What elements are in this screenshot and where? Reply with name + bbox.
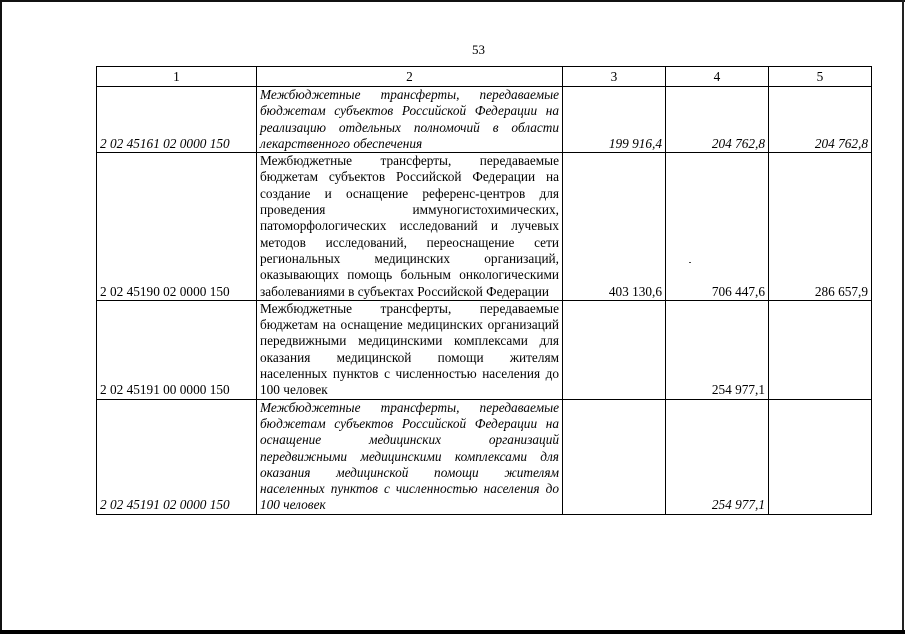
budget-code-cell: 2 02 45190 02 0000 150 [97,153,257,301]
scan-speck [689,262,691,263]
scan-edge-top [0,0,905,2]
budget-code-cell: 2 02 45191 02 0000 150 [97,399,257,514]
column-header-1: 1 [97,67,257,87]
amount-col4-cell: 254 977,1 [666,399,769,514]
table-row [97,300,872,399]
table-header-row [97,67,872,87]
amount-col3-cell [563,300,666,399]
budget-code-cell: 2 02 45161 02 0000 150 [97,87,257,153]
page-number: 53 [472,42,485,57]
amount-col4-cell: 204 762,8 [666,87,769,153]
scan-edge-bottom [0,630,905,634]
description-cell: Межбюджетные трансферты, передаваемые бюджетам субъектов Российской Федерации на создание и оснащение референс-центров для проведения иммуногистохимических, патоморфологических исследований и лучевых методов исследований, переоснащение сети региональных медицинских организаций, оказывающих помощь больным онкологическими заболеваниями в субъектах Российской Федерации [257,153,563,301]
amount-col5-cell [769,399,872,514]
amount-col3-cell [563,399,666,514]
table-row [97,87,872,153]
amount-col5-cell: 204 762,8 [769,87,872,153]
scan-edge-right [902,0,904,632]
amount-col5-cell: 286 657,9 [769,153,872,301]
description-cell: Межбюджетные трансферты, передаваемые бюджетам субъектов Российской Федерации на оснащение медицинских организаций передвижными медицинскими комплексами для оказания медицинской помощи жителям населенных пунктов с численностью населения до 100 человек [257,399,563,514]
column-header-2: 2 [257,67,563,87]
column-header-3: 3 [563,67,666,87]
amount-col5-cell [769,300,872,399]
budget-table [96,66,872,515]
table-row [97,153,872,301]
table-row [97,399,872,514]
column-header-4: 4 [666,67,769,87]
amount-col4-cell: 254 977,1 [666,300,769,399]
table-body [97,87,872,515]
column-header-5: 5 [769,67,872,87]
amount-col4-cell: 706 447,6 [666,153,769,301]
description-cell: Межбюджетные трансферты, передаваемые бюджетам субъектов Российской Федерации на реализацию отдельных полномочий в области лекарственного обеспечения [257,87,563,153]
budget-code-cell: 2 02 45191 00 0000 150 [97,300,257,399]
scan-edge-left [0,0,2,632]
amount-col3-cell: 199 916,4 [563,87,666,153]
description-cell: Межбюджетные трансферты, передаваемые бюджетам на оснащение медицинских организаций передвижными медицинскими комплексами для оказания медицинской помощи жителям населенных пунктов с численностью населения до 100 человек [257,300,563,399]
amount-col3-cell: 403 130,6 [563,153,666,301]
